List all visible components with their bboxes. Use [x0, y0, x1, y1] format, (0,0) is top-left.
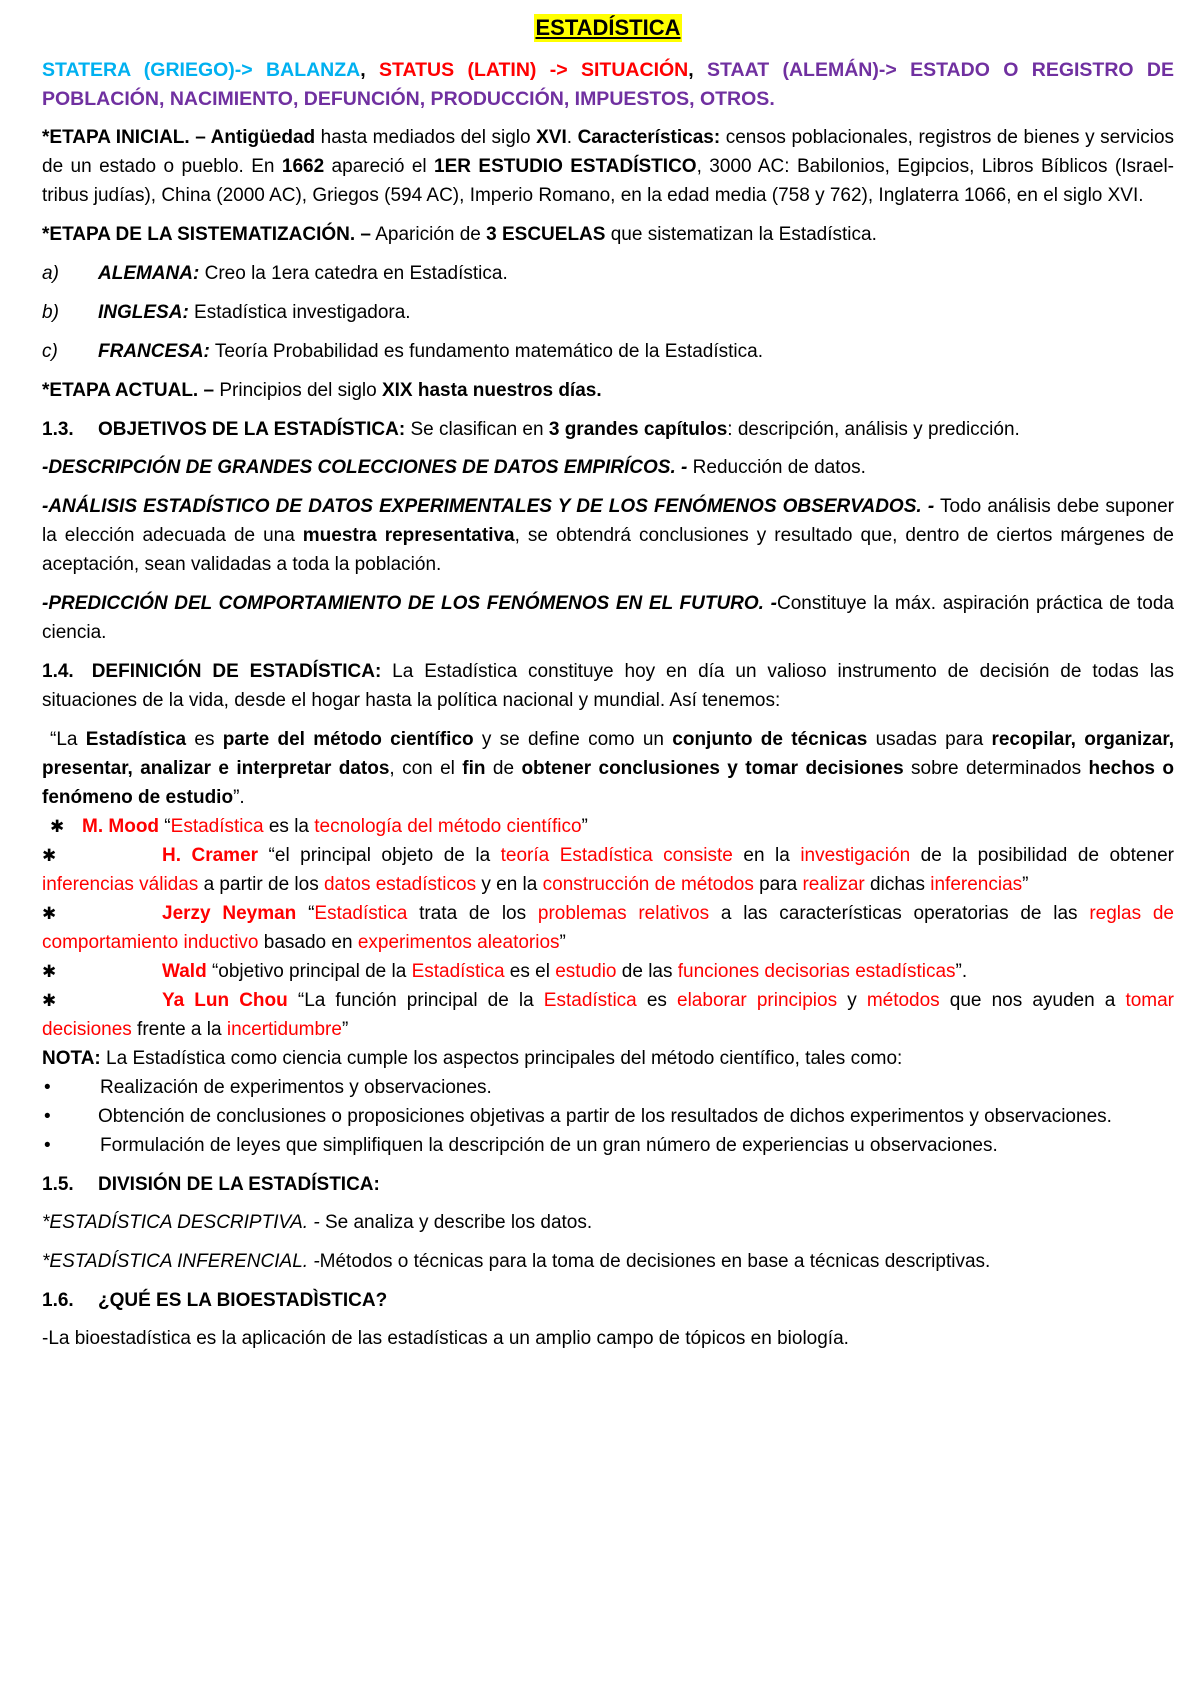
nota-paragraph: NOTA: La Estadística como ciencia cumple los aspectos principales del método científico, tales como: — [42, 1048, 903, 1069]
escuela-name: ALEMANA: — [98, 263, 200, 284]
definicion-quote: “La Estadística es parte del método científico y se define como un conjunto de técnicas usadas para recopilar, organizar, presentar, analizar e interpretar datos, con el fin de obtener conclusiones y tomar decisiones sobre determinados hechos o fenómeno de estudio”. — [42, 729, 1175, 808]
etymology-german: STAAT (ALEMÁN)-> ESTADO O REGISTRO DE POBLACIÓN, NACIMIENTO, DEFUNCIÓN, PRODUCCIÓN, IMPUESTOS, OTROS. — [42, 59, 1175, 110]
etapa-inicial-paragraph: *ETAPA INICIAL. – Antigüedad hasta mediados del siglo XVI. Características: censos poblacionales, registros de bienes y servicios de un estado o pueblo. En 1662 apareció el 1ER ESTUDIO ESTADÍSTICO, 3000 AC: Babilonios, Egipcios, Libros Bíblicos (Israel- tribus judías), China (2000 AC), Griegos (594 AC), Imperio Romano, en la edad media (758 y 762), Inglaterra 1066, en el siglo XVI. — [42, 127, 1175, 206]
section-heading: OBJETIVOS DE LA ESTADÍSTICA: — [98, 419, 406, 440]
estadistica-descriptiva: *ESTADÍSTICA DESCRIPTIVA. - Se analiza y describe los datos. — [42, 1212, 593, 1233]
nota-list-item: • Obtención de conclusiones o proposiciones objetivas a partir de los resultados de dichos experimentos y observaciones. — [42, 1102, 1174, 1131]
bioestadistica-paragraph: -La bioestadística es la aplicación de las estadísticas a un amplio campo de tópicos en biología. — [42, 1328, 849, 1349]
document-title: ESTADÍSTICA — [535, 15, 681, 40]
nota-label: NOTA: — [42, 1048, 101, 1069]
estadistica-inferencial: *ESTADÍSTICA INFERENCIAL. -Métodos o técnicas para la toma de decisiones en base a técnicas descriptivas. — [42, 1251, 991, 1272]
etapa-actual-paragraph: *ETAPA ACTUAL. – Principios del siglo XIX hasta nuestros días. — [42, 380, 602, 401]
star-bullet-icon: ✱ — [42, 991, 57, 1010]
etapa-inicial-label: *ETAPA INICIAL. – Antigüedad — [42, 127, 316, 148]
section-heading: DEFINICIÓN DE ESTADÍSTICA: — [91, 661, 382, 682]
section-1-3: 1.3. OBJETIVOS DE LA ESTADÍSTICA: Se clasifican en 3 grandes capítulos: descripción, análisis y predicción. — [42, 415, 1174, 444]
escuela-name: FRANCESA: — [98, 341, 210, 362]
document-page — [42, 14, 1174, 1353]
star-bullet-icon: ✱ — [42, 962, 57, 981]
etapa-actual-label: *ETAPA ACTUAL. – — [42, 380, 215, 401]
section-1-5 — [42, 1170, 1174, 1199]
objetivo-prediccion: -PREDICCIÓN DEL COMPORTAMIENTO DE LOS FENÓMENOS EN EL FUTURO. -Constituye la máx. aspiración práctica de toda ciencia. — [42, 593, 1174, 643]
author-chou: ✱ Ya Lun Chou “La función principal de la Estadística es elaborar principios y métodos que nos ayuden a tomar decisiones frente a la incertidumbre” — [42, 986, 1174, 1044]
section-number: 1.5. — [42, 1174, 74, 1195]
escuela-item: a) ALEMANA: Creo la 1era catedra en Estadística. — [42, 263, 508, 284]
etymology-latin: STATUS (LATIN) -> SITUACIÓN — [379, 59, 689, 81]
star-bullet-icon: ✱ — [42, 904, 57, 923]
author-name: Jerzy Neyman — [162, 903, 297, 924]
etapa-sistematizacion-paragraph: *ETAPA DE LA SISTEMATIZACIÓN. – Aparición de 3 ESCUELAS que sistematizan la Estadística. — [42, 224, 877, 245]
section-number: 1.6. — [42, 1290, 74, 1311]
star-bullet-icon: ✱ — [50, 817, 65, 836]
escuela-name: INGLESA: — [98, 302, 189, 323]
section-1-6 — [42, 1286, 1174, 1315]
objetivo-descripcion: -DESCRIPCIÓN DE GRANDES COLECCIONES DE DATOS EMPIRÍCOS. - Reducción de datos. — [42, 457, 866, 478]
section-heading: DIVISIÓN DE LA ESTADÍSTICA: — [98, 1174, 380, 1195]
star-bullet-icon: ✱ — [42, 846, 57, 865]
author-name: H. Cramer — [162, 845, 259, 866]
section-number: 1.4. — [42, 661, 74, 682]
author-name: M. Mood — [82, 816, 160, 837]
etapa-sistematizacion-label: *ETAPA DE LA SISTEMATIZACIÓN. – — [42, 224, 371, 245]
author-name: Wald — [162, 961, 207, 982]
author-cramer: ✱ H. Cramer “el principal objeto de la teoría Estadística consiste en la investigación de la posibilidad de obtener inferencias válidas a partir de los datos estadísticos y en la construcción de métodos para realizar dichas inferencias” — [42, 841, 1174, 899]
title-container — [42, 14, 1174, 44]
escuela-item: b) INGLESA: Estadística investigadora. — [42, 302, 411, 323]
bullet-icon: • — [44, 1135, 51, 1156]
bullet-icon: • — [44, 1106, 51, 1127]
nota-list-item: • Formulación de leyes que simplifiquen la descripción de un gran número de experiencias u observaciones. — [42, 1131, 1174, 1160]
nota-list-item: • Realización de experimentos y observaciones. — [42, 1073, 1174, 1102]
section-number: 1.3. — [42, 419, 74, 440]
etymology-paragraph: STATERA (GRIEGO)-> BALANZA, STATUS (LATIN) -> SITUACIÓN, STAAT (ALEMÁN)-> ESTADO O REGISTRO DE POBLACIÓN, NACIMIENTO, DEFUNCIÓN, PRODUCCIÓN, IMPUESTOS, OTROS. — [42, 59, 1175, 110]
escuela-item: c) FRANCESA: Teoría Probabilidad es fundamento matemático de la Estadística. — [42, 341, 763, 362]
section-heading: ¿QUÉ ES LA BIOESTADÌSTICA? — [98, 1290, 388, 1311]
author-name: Ya Lun Chou — [162, 990, 288, 1011]
author-neyman: ✱ Jerzy Neyman “Estadística trata de los problemas relativos a las características operatorias de las reglas de comportamiento inductivo basado en experimentos aleatorios” — [42, 899, 1174, 957]
etymology-greek: STATERA (GRIEGO)-> BALANZA — [42, 59, 361, 81]
bullet-icon: • — [44, 1077, 51, 1098]
author-wald: ✱ Wald “objetivo principal de la Estadística es el estudio de las funciones decisorias estadísticas”. — [42, 957, 1174, 986]
objetivo-analisis: -ANÁLISIS ESTADÍSTICO DE DATOS EXPERIMENTALES Y DE LOS FENÓMENOS OBSERVADOS. - Todo análisis debe suponer la elección adecuada de una muestra representativa, se obtendrá conclusiones y resultado que, dentro de ciertos márgenes de aceptación, sean validadas a toda la población. — [42, 496, 1174, 575]
author-mood: ✱ M. Mood “Estadística es la tecnología del método científico” — [42, 812, 1174, 841]
section-1-4: 1.4. DEFINICIÓN DE ESTADÍSTICA: La Estadística constituye hoy en día un valioso instrumento de decisión de todas las situaciones de la vida, desde el hogar hasta la política nacional y mundial. Así tenemos: — [42, 661, 1175, 711]
